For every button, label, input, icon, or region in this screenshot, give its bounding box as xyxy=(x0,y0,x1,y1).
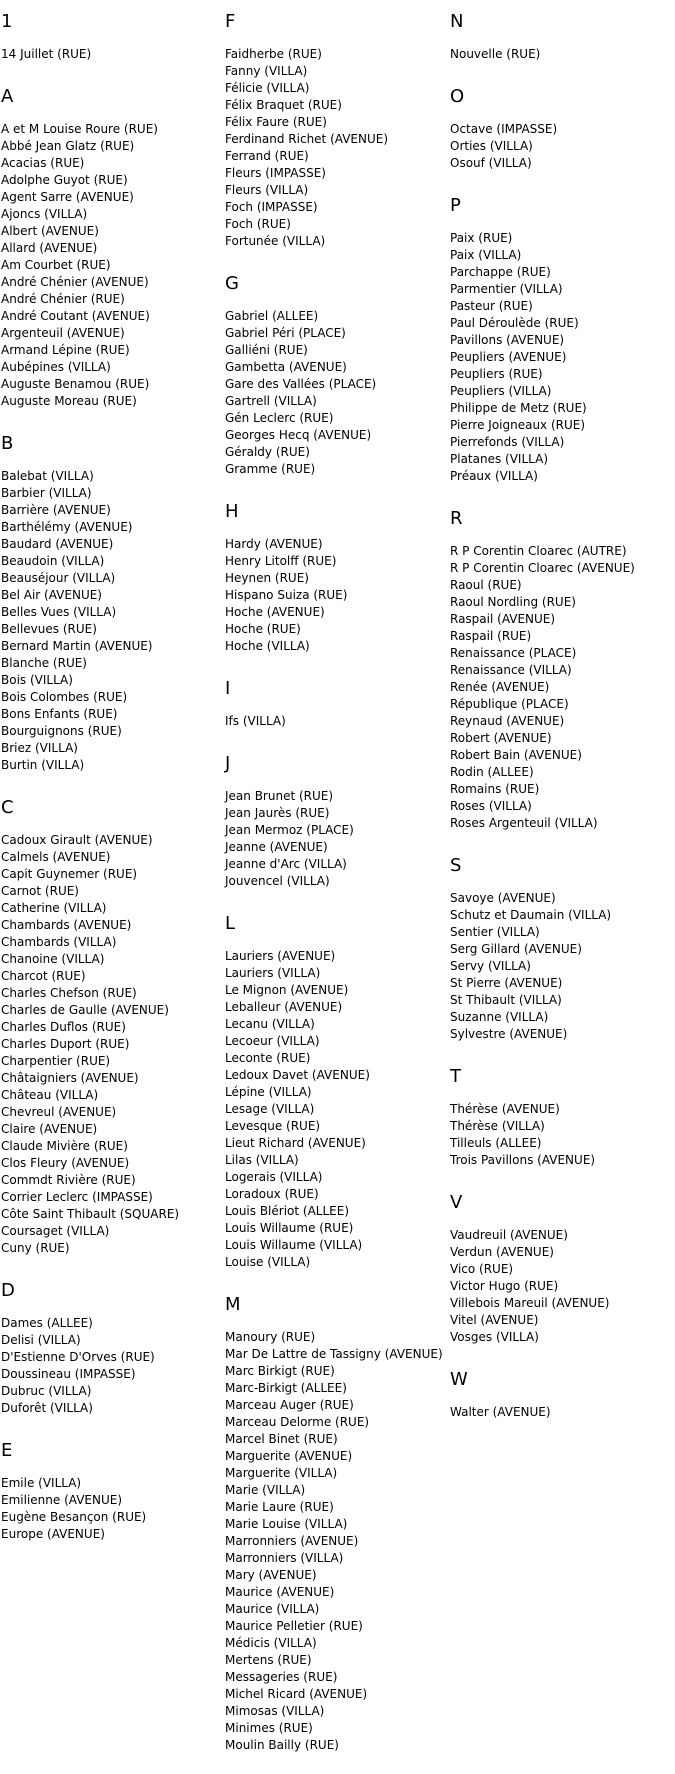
street-entry: Médicis (VILLA) xyxy=(225,1636,317,1650)
street-entry: Lesage (VILLA) xyxy=(225,1102,315,1116)
street-entry: Coursaget (VILLA) xyxy=(1,1224,110,1238)
street-entry: Duforêt (VILLA) xyxy=(1,1401,93,1415)
street-entry: Foch (RUE) xyxy=(225,217,291,231)
street-entry: Burtin (VILLA) xyxy=(1,758,85,772)
street-entry: Foch (IMPASSE) xyxy=(225,200,318,214)
street-entry: Gartrell (VILLA) xyxy=(225,394,317,408)
street-entry: Charcot (RUE) xyxy=(1,969,86,983)
street-entry: Gén Leclerc (RUE) xyxy=(225,411,334,425)
street-entry: Marguerite (VILLA) xyxy=(225,1466,338,1480)
street-list xyxy=(1,832,226,1257)
street-entry: Emilienne (AVENUE) xyxy=(1,1493,123,1507)
street-entry: Fanny (VILLA) xyxy=(225,64,308,78)
street-entry: Am Courbet (RUE) xyxy=(1,258,111,272)
street-entry: Charles Duflos (RUE) xyxy=(1,1020,126,1034)
street-entry: Loradoux (RUE) xyxy=(225,1187,319,1201)
street-entry: Marc Birkigt (RUE) xyxy=(225,1364,335,1378)
street-entry: Belles Vues (VILLA) xyxy=(1,605,117,619)
letter-section xyxy=(450,852,675,1043)
street-entry: Catherine (VILLA) xyxy=(1,901,107,915)
street-list xyxy=(225,788,450,890)
street-entry: André Coutant (AVENUE) xyxy=(1,309,150,323)
street-entry: Pierrefonds (VILLA) xyxy=(450,435,565,449)
street-entry: Mar De Lattre de Tassigny (AVENUE) xyxy=(225,1347,443,1361)
street-entry: Hoche (VILLA) xyxy=(225,639,310,653)
street-entry: Gramme (RUE) xyxy=(225,462,316,476)
street-entry: Lauriers (AVENUE) xyxy=(225,949,336,963)
street-entry: Lecoeur (VILLA) xyxy=(225,1034,320,1048)
street-entry: Raoul Nordling (RUE) xyxy=(450,595,576,609)
street-entry: Thérèse (AVENUE) xyxy=(450,1102,560,1116)
street-entry: Barrière (AVENUE) xyxy=(1,503,111,517)
street-entry: Savoye (AVENUE) xyxy=(450,891,556,905)
street-entry: Préaux (VILLA) xyxy=(450,469,538,483)
street-entry: Beaudoin (VILLA) xyxy=(1,554,105,568)
street-entry: Manoury (RUE) xyxy=(225,1330,316,1344)
street-entry: Robert (AVENUE) xyxy=(450,731,552,745)
letter-section xyxy=(1,8,226,63)
street-entry: Hispano Suiza (RUE) xyxy=(225,588,348,602)
street-entry: Verdun (AVENUE) xyxy=(450,1245,554,1259)
street-entry: Gare des Vallées (PLACE) xyxy=(225,377,377,391)
street-entry: Fleurs (IMPASSE) xyxy=(225,166,326,180)
street-entry: Parchappe (RUE) xyxy=(450,265,551,279)
street-entry: Louis Willaume (RUE) xyxy=(225,1221,354,1235)
street-entry: Mimosas (VILLA) xyxy=(225,1704,325,1718)
street-entry: Osouf (VILLA) xyxy=(450,156,532,170)
street-list xyxy=(225,536,450,655)
street-entry: R P Corentin Cloarec (AVENUE) xyxy=(450,561,635,575)
street-list xyxy=(1,1315,226,1417)
section-letter-heading: O xyxy=(450,86,465,107)
street-entry: Jeanne d'Arc (VILLA) xyxy=(225,857,347,871)
street-entry: Balebat (VILLA) xyxy=(1,469,94,483)
street-list xyxy=(1,46,226,63)
street-entry: Lieut Richard (AVENUE) xyxy=(225,1136,366,1150)
letter-section xyxy=(225,910,450,1271)
section-letter-heading: W xyxy=(450,1369,468,1390)
street-entry: Marronniers (VILLA) xyxy=(225,1551,344,1565)
street-entry: Le Mignon (AVENUE) xyxy=(225,983,349,997)
street-entry: Charles Duport (RUE) xyxy=(1,1037,130,1051)
street-entry: D'Estienne D'Orves (RUE) xyxy=(1,1350,155,1364)
section-letter-heading: A xyxy=(1,86,14,107)
section-letter-heading: J xyxy=(225,753,231,774)
letter-section xyxy=(1,794,226,1257)
street-entry: Lépine (VILLA) xyxy=(225,1085,312,1099)
street-entry: Leballeur (AVENUE) xyxy=(225,1000,343,1014)
street-entry: Marie Laure (RUE) xyxy=(225,1500,334,1514)
street-entry: Hoche (RUE) xyxy=(225,622,301,636)
street-entry: Blanche (RUE) xyxy=(1,656,87,670)
street-entry: Roses Argenteuil (VILLA) xyxy=(450,816,598,830)
street-entry: Aubépines (VILLA) xyxy=(1,360,111,374)
letter-section xyxy=(450,1366,675,1421)
letter-section xyxy=(225,270,450,478)
street-entry: Schutz et Daumain (VILLA) xyxy=(450,908,612,922)
letter-section xyxy=(225,1291,450,1754)
street-entry: Delisi (VILLA) xyxy=(1,1333,81,1347)
street-list xyxy=(225,46,450,250)
street-entry: Barbier (VILLA) xyxy=(1,486,92,500)
street-entry: Pavillons (AVENUE) xyxy=(450,333,565,347)
street-entry: Chevreul (AVENUE) xyxy=(1,1105,117,1119)
street-list xyxy=(450,1404,675,1421)
letter-section xyxy=(450,192,675,485)
street-list xyxy=(450,1227,675,1346)
letter-section xyxy=(1,83,226,410)
street-entry: Ledoux Davet (AVENUE) xyxy=(225,1068,370,1082)
street-entry: Chanoine (VILLA) xyxy=(1,952,105,966)
street-entry: Cuny (RUE) xyxy=(1,1241,70,1255)
street-list xyxy=(450,890,675,1043)
street-entry: Bellevues (RUE) xyxy=(1,622,97,636)
street-entry: Renaissance (VILLA) xyxy=(450,663,572,677)
street-entry: Peupliers (AVENUE) xyxy=(450,350,567,364)
street-entry: Commdt Rivière (RUE) xyxy=(1,1173,136,1187)
street-entry: Bois Colombes (RUE) xyxy=(1,690,128,704)
street-entry: Ferrand (RUE) xyxy=(225,149,309,163)
street-entry: Charpentier (RUE) xyxy=(1,1054,111,1068)
street-entry: Gabriel Péri (PLACE) xyxy=(225,326,346,340)
street-entry: Raoul (RUE) xyxy=(450,578,522,592)
street-entry: Félix Braquet (RUE) xyxy=(225,98,342,112)
street-entry: R P Corentin Cloarec (AUTRE) xyxy=(450,544,627,558)
street-entry: Dames (ALLEE) xyxy=(1,1316,93,1330)
section-letter-heading: I xyxy=(225,678,231,699)
street-entry: Beauséjour (VILLA) xyxy=(1,571,116,585)
section-letter-heading: C xyxy=(1,797,14,818)
street-entry: Moulin Bailly (RUE) xyxy=(225,1738,339,1752)
letter-section xyxy=(225,498,450,655)
street-entry: Félicie (VILLA) xyxy=(225,81,310,95)
street-entry: Côte Saint Thibault (SQUARE) xyxy=(1,1207,180,1221)
street-entry: Raspail (AVENUE) xyxy=(450,612,556,626)
street-entry: Jouvencel (VILLA) xyxy=(225,874,330,888)
street-entry: Hoche (AVENUE) xyxy=(225,605,325,619)
street-entry: André Chénier (AVENUE) xyxy=(1,275,149,289)
street-entry: Henry Litolff (RUE) xyxy=(225,554,337,568)
street-entry: Platanes (VILLA) xyxy=(450,452,549,466)
street-entry: Maurice Pelletier (RUE) xyxy=(225,1619,363,1633)
street-entry: Barthélémy (AVENUE) xyxy=(1,520,133,534)
street-list xyxy=(1,1475,226,1543)
street-entry: Romains (RUE) xyxy=(450,782,540,796)
street-entry: Tilleuls (ALLEE) xyxy=(450,1136,542,1150)
street-list xyxy=(450,46,675,63)
letter-section xyxy=(450,505,675,832)
street-entry: Lilas (VILLA) xyxy=(225,1153,299,1167)
street-entry: Paul Déroulède (RUE) xyxy=(450,316,579,330)
street-entry: A et M Louise Roure (RUE) xyxy=(1,122,158,136)
street-entry: Auguste Benamou (RUE) xyxy=(1,377,150,391)
street-entry: Serg Gillard (AVENUE) xyxy=(450,942,582,956)
street-entry: Rodin (ALLEE) xyxy=(450,765,534,779)
street-entry: Peupliers (RUE) xyxy=(450,367,543,381)
street-entry: Clos Fleury (AVENUE) xyxy=(1,1156,130,1170)
street-entry: République (PLACE) xyxy=(450,697,569,711)
street-entry: Bernard Martin (AVENUE) xyxy=(1,639,153,653)
street-entry: 14 Juillet (RUE) xyxy=(1,47,92,61)
street-entry: Châtaigniers (AVENUE) xyxy=(1,1071,139,1085)
street-entry: Claire (AVENUE) xyxy=(1,1122,98,1136)
street-entry: Louis Willaume (VILLA) xyxy=(225,1238,363,1252)
street-entry: Bons Enfants (RUE) xyxy=(1,707,118,721)
street-entry: Abbé Jean Glatz (RUE) xyxy=(1,139,135,153)
street-entry: Reynaud (AVENUE) xyxy=(450,714,565,728)
street-entry: Emile (VILLA) xyxy=(1,1476,82,1490)
street-entry: Jeanne (AVENUE) xyxy=(225,840,328,854)
street-entry: Chambards (AVENUE) xyxy=(1,918,132,932)
street-entry: Bel Air (AVENUE) xyxy=(1,588,102,602)
street-entry: Bois (VILLA) xyxy=(1,673,73,687)
street-entry: Vaudreuil (AVENUE) xyxy=(450,1228,568,1242)
street-list xyxy=(1,468,226,774)
section-letter-heading: R xyxy=(450,508,463,529)
street-entry: Doussineau (IMPASSE) xyxy=(1,1367,136,1381)
index-column-1 xyxy=(1,8,226,1563)
street-entry: Vitel (AVENUE) xyxy=(450,1313,539,1327)
street-entry: Ifs (VILLA) xyxy=(225,714,286,728)
letter-section xyxy=(1,1277,226,1417)
street-entry: Carnot (RUE) xyxy=(1,884,79,898)
section-letter-heading: P xyxy=(450,195,461,216)
street-entry: Marceau Delorme (RUE) xyxy=(225,1415,370,1429)
letter-section xyxy=(225,750,450,890)
street-entry: Eugène Besançon (RUE) xyxy=(1,1510,147,1524)
street-entry: Fleurs (VILLA) xyxy=(225,183,309,197)
street-entry: Armand Lépine (RUE) xyxy=(1,343,130,357)
street-entry: Ajoncs (VILLA) xyxy=(1,207,88,221)
street-entry: St Thibault (VILLA) xyxy=(450,993,562,1007)
street-entry: Félix Faure (RUE) xyxy=(225,115,327,129)
section-letter-heading: T xyxy=(450,1066,461,1087)
street-entry: Octave (IMPASSE) xyxy=(450,122,558,136)
street-entry: Trois Pavillons (AVENUE) xyxy=(450,1153,596,1167)
section-letter-heading: L xyxy=(225,913,236,934)
street-entry: Bourguignons (RUE) xyxy=(1,724,122,738)
street-entry: Marcel Binet (RUE) xyxy=(225,1432,338,1446)
street-entry: Levesque (RUE) xyxy=(225,1119,321,1133)
letter-section xyxy=(450,1189,675,1346)
street-entry: Auguste Moreau (RUE) xyxy=(1,394,137,408)
street-entry: Acacias (RUE) xyxy=(1,156,85,170)
street-entry: Lauriers (VILLA) xyxy=(225,966,321,980)
index-column-3 xyxy=(450,8,675,1441)
street-entry: Chambards (VILLA) xyxy=(1,935,117,949)
street-entry: Corrier Leclerc (IMPASSE) xyxy=(1,1190,153,1204)
section-letter-heading: E xyxy=(1,1440,13,1461)
street-entry: Baudard (AVENUE) xyxy=(1,537,114,551)
street-entry: Victor Hugo (RUE) xyxy=(450,1279,559,1293)
street-entry: Fortunée (VILLA) xyxy=(225,234,326,248)
street-entry: Marie Louise (VILLA) xyxy=(225,1517,348,1531)
street-entry: Pasteur (RUE) xyxy=(450,299,533,313)
street-entry: Ferdinand Richet (AVENUE) xyxy=(225,132,389,146)
street-entry: St Pierre (AVENUE) xyxy=(450,976,563,990)
street-entry: Marguerite (AVENUE) xyxy=(225,1449,353,1463)
street-entry: Charles de Gaulle (AVENUE) xyxy=(1,1003,169,1017)
street-entry: Adolphe Guyot (RUE) xyxy=(1,173,128,187)
street-entry: Robert Bain (AVENUE) xyxy=(450,748,582,762)
street-entry: Dubruc (VILLA) xyxy=(1,1384,92,1398)
letter-section xyxy=(450,83,675,172)
street-entry: Allard (AVENUE) xyxy=(1,241,98,255)
street-entry: Galliéni (RUE) xyxy=(225,343,308,357)
street-entry: Briez (VILLA) xyxy=(1,741,78,755)
street-entry: Lecanu (VILLA) xyxy=(225,1017,315,1031)
street-list xyxy=(225,308,450,478)
section-letter-heading: M xyxy=(225,1294,241,1315)
street-list xyxy=(450,1101,675,1169)
street-entry: Logerais (VILLA) xyxy=(225,1170,323,1184)
street-entry: Paix (VILLA) xyxy=(450,248,522,262)
street-entry: Philippe de Metz (RUE) xyxy=(450,401,587,415)
index-column-2 xyxy=(225,8,450,1774)
letter-section xyxy=(450,8,675,63)
street-entry: Hardy (AVENUE) xyxy=(225,537,323,551)
street-entry: Parmentier (VILLA) xyxy=(450,282,563,296)
street-entry: Argenteuil (AVENUE) xyxy=(1,326,125,340)
letter-section xyxy=(450,1063,675,1169)
section-letter-heading: G xyxy=(225,273,239,294)
street-entry: Albert (AVENUE) xyxy=(1,224,99,238)
street-entry: Louise (VILLA) xyxy=(225,1255,311,1269)
street-entry: Marronniers (AVENUE) xyxy=(225,1534,359,1548)
street-entry: Europe (AVENUE) xyxy=(1,1527,105,1541)
section-letter-heading: 1 xyxy=(1,11,13,32)
street-entry: Messageries (RUE) xyxy=(225,1670,338,1684)
section-letter-heading: D xyxy=(1,1280,15,1301)
street-entry: Servy (VILLA) xyxy=(450,959,531,973)
street-entry: Jean Brunet (RUE) xyxy=(225,789,334,803)
street-list xyxy=(450,230,675,485)
section-letter-heading: F xyxy=(225,11,236,32)
street-entry: Villebois Mareuil (AVENUE) xyxy=(450,1296,610,1310)
section-letter-heading: N xyxy=(450,11,464,32)
street-entry: Maurice (AVENUE) xyxy=(225,1585,335,1599)
street-list xyxy=(225,713,450,730)
street-entry: Orties (VILLA) xyxy=(450,139,533,153)
street-entry: Gambetta (AVENUE) xyxy=(225,360,347,374)
street-entry: Marie (VILLA) xyxy=(225,1483,306,1497)
street-entry: Marc-Birkigt (ALLEE) xyxy=(225,1381,347,1395)
street-entry: Minimes (RUE) xyxy=(225,1721,313,1735)
street-entry: Capit Guynemer (RUE) xyxy=(1,867,138,881)
street-entry: Château (VILLA) xyxy=(1,1088,99,1102)
street-entry: Renée (AVENUE) xyxy=(450,680,550,694)
street-entry: Faidherbe (RUE) xyxy=(225,47,322,61)
street-entry: Vosges (VILLA) xyxy=(450,1330,539,1344)
street-entry: Suzanne (VILLA) xyxy=(450,1010,549,1024)
street-entry: Heynen (RUE) xyxy=(225,571,309,585)
street-entry: Sentier (VILLA) xyxy=(450,925,540,939)
street-list xyxy=(225,1329,450,1754)
section-letter-heading: V xyxy=(450,1192,463,1213)
street-entry: Peupliers (VILLA) xyxy=(450,384,552,398)
street-list xyxy=(450,121,675,172)
section-letter-heading: H xyxy=(225,501,239,522)
street-entry: Vico (RUE) xyxy=(450,1262,514,1276)
letter-section xyxy=(225,8,450,250)
street-entry: Calmels (AVENUE) xyxy=(1,850,111,864)
letter-section xyxy=(225,675,450,730)
street-entry: Charles Chefson (RUE) xyxy=(1,986,137,1000)
street-entry: Mary (AVENUE) xyxy=(225,1568,317,1582)
street-entry: Nouvelle (RUE) xyxy=(450,47,541,61)
street-entry: Géraldy (RUE) xyxy=(225,445,310,459)
street-entry: Jean Mermoz (PLACE) xyxy=(225,823,354,837)
street-entry: Agent Sarre (AVENUE) xyxy=(1,190,134,204)
street-entry: Sylvestre (AVENUE) xyxy=(450,1027,568,1041)
section-letter-heading: S xyxy=(450,855,462,876)
section-letter-heading: B xyxy=(1,433,14,454)
street-entry: Walter (AVENUE) xyxy=(450,1405,551,1419)
letter-section xyxy=(1,1437,226,1543)
street-entry: Georges Hecq (AVENUE) xyxy=(225,428,372,442)
street-entry: Marceau Auger (RUE) xyxy=(225,1398,354,1412)
street-entry: Jean Jaurès (RUE) xyxy=(225,806,330,820)
street-entry: Leconte (RUE) xyxy=(225,1051,311,1065)
street-list xyxy=(1,121,226,410)
street-entry: Paix (RUE) xyxy=(450,231,513,245)
street-entry: Thérèse (VILLA) xyxy=(450,1119,545,1133)
street-list xyxy=(225,948,450,1271)
street-entry: Raspail (RUE) xyxy=(450,629,532,643)
street-entry: Gabriel (ALLEE) xyxy=(225,309,319,323)
street-entry: Cadoux Girault (AVENUE) xyxy=(1,833,153,847)
street-entry: Claude Mivière (RUE) xyxy=(1,1139,128,1153)
street-list xyxy=(450,543,675,832)
street-entry: Mertens (RUE) xyxy=(225,1653,312,1667)
letter-section xyxy=(1,430,226,774)
street-entry: Roses (VILLA) xyxy=(450,799,532,813)
street-entry: Pierre Joigneaux (RUE) xyxy=(450,418,586,432)
street-entry: Louis Blériot (ALLEE) xyxy=(225,1204,350,1218)
street-entry: André Chénier (RUE) xyxy=(1,292,125,306)
street-entry: Renaissance (PLACE) xyxy=(450,646,577,660)
street-entry: Michel Ricard (AVENUE) xyxy=(225,1687,368,1701)
street-entry: Maurice (VILLA) xyxy=(225,1602,320,1616)
